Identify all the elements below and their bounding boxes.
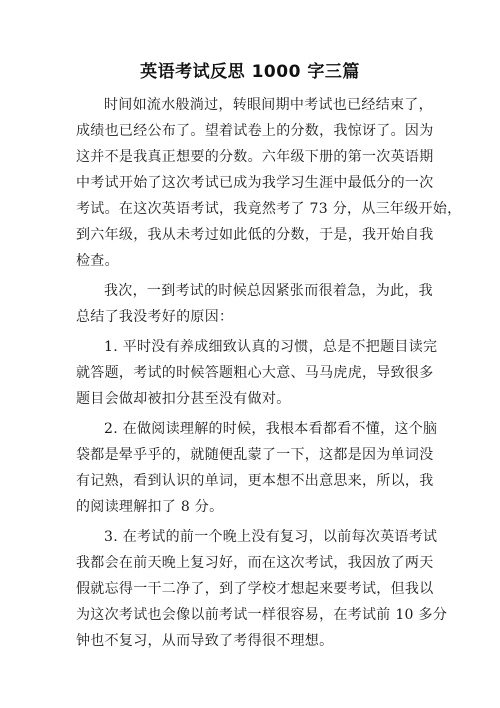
text-line: 题目会做却被扣分甚至没有做对。	[76, 391, 291, 407]
text-line: 假就忘得一干二净了，到了学校才想起来要考试，但我以	[76, 581, 434, 597]
text-line: 时间如流水般淌过，转眼间期中考试也已经结束了，	[104, 97, 433, 113]
paragraph-summary	[76, 278, 436, 330]
text-line: 3. 在考试的前一个晚上没有复习，以前每次英语考试	[104, 529, 438, 545]
document-title: 英语考试反思 1000 字三篇	[140, 62, 360, 82]
text-line: 钟也不复习，从而导致了考得很不理想。	[76, 633, 334, 649]
text-line: 检查。	[76, 253, 119, 269]
paragraph-reason-3	[76, 524, 448, 654]
text-line: 总结了我没考好的原因：	[76, 309, 234, 325]
text-line: 考试。在这次英语考试，我竟然考了 73 分，从三年级开始，	[76, 201, 462, 217]
paragraph-reason-2	[76, 416, 436, 520]
text-line: 1. 平时没有养成细致认真的习惯，总是不把题目读完	[104, 339, 438, 355]
text-line: 2. 在做阅读理解的时候，我根本看都看不懂，这个脑	[104, 421, 438, 437]
document-body	[76, 92, 462, 658]
text-line: 中考试开始了这次考试已成为我学习生涯中最低分的一次	[76, 175, 434, 191]
text-line: 就答题，考试的时候答题粗心大意、马马虎虎，导致很多	[76, 365, 434, 381]
text-line: 有记熟，看到认识的单词，更本想不出意思来，所以，我	[76, 473, 434, 489]
paragraph-intro	[76, 92, 462, 274]
text-line: 我次，一到考试的时候总因紧张而很着急，为此，我	[104, 283, 433, 299]
paragraph-reason-1	[76, 334, 436, 412]
text-line: 我都会在前天晚上复习好，而在这次考试，我因放了两天	[76, 555, 434, 571]
text-line: 为这次考试也会像以前考试一样很容易，在考试前 10 多分	[76, 607, 448, 623]
text-line: 到六年级，我从未考过如此低的分数，于是，我开始自我	[76, 227, 434, 243]
text-line: 这并不是我真正想要的分数。六年级下册的第一次英语期	[76, 149, 434, 165]
text-line: 成绩也已经公布了。望着试卷上的分数，我惊讶了。因为	[76, 123, 434, 139]
text-line: 的阅读理解扣了 8 分。	[76, 499, 224, 515]
text-line: 袋都是晕乎乎的，就随便乱蒙了一下，这都是因为单词没	[76, 447, 434, 463]
